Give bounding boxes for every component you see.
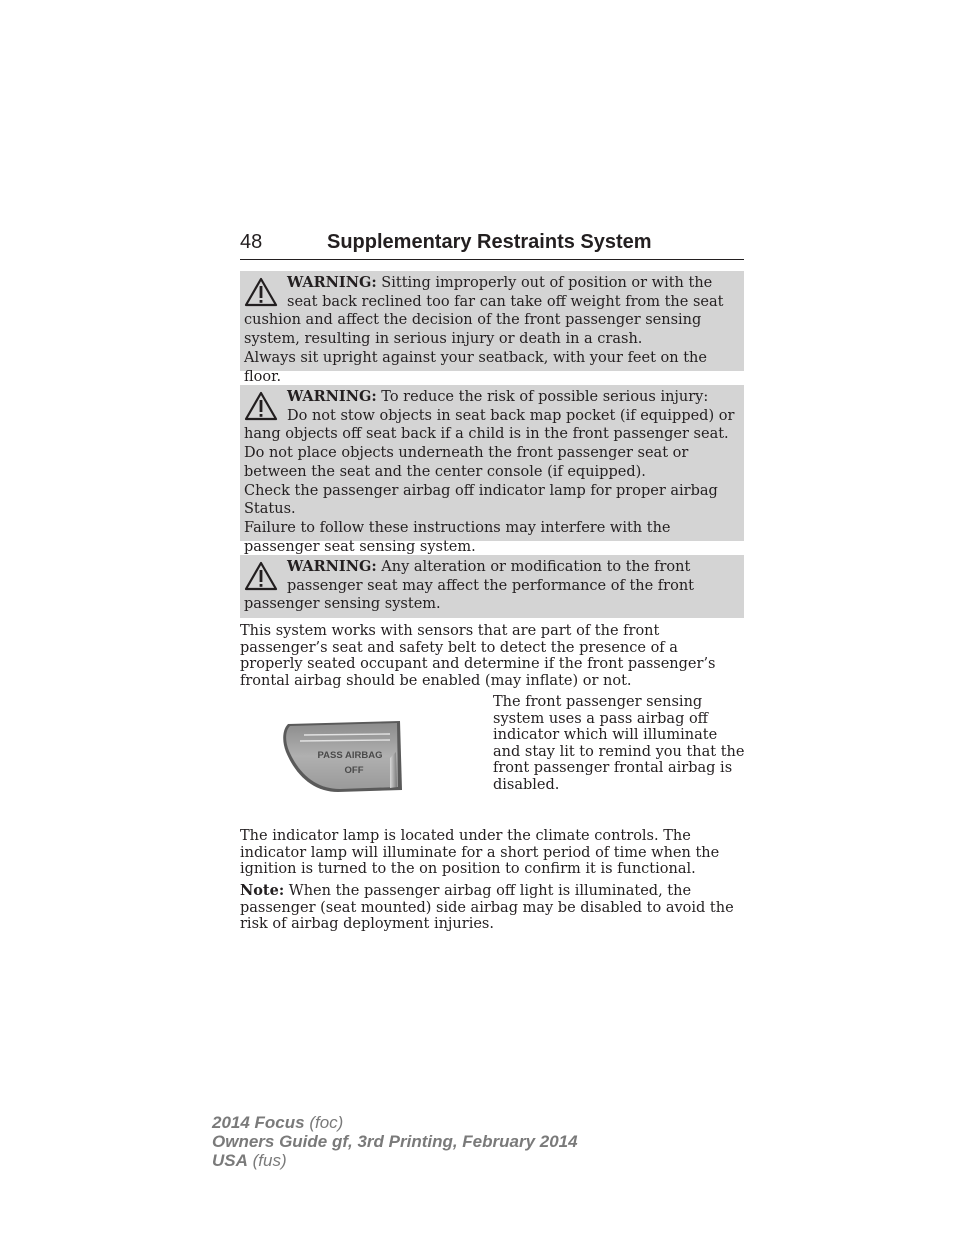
warning-label: WARNING: (287, 274, 377, 291)
warning-box-3 (240, 555, 744, 618)
warning-text (244, 558, 738, 614)
warning-line: Sitting improperly out of position or with the seat back reclined too far can take off weight from the seat cushion and affect the decision of the front passenger sensing system, resulting in serious injury or death in a crash. (244, 275, 724, 348)
note-text: When the passenger airbag off light is illuminated, the passenger (seat mounted) side airbag may be disabled to avoid the risk of airbag deployment injuries. (240, 883, 734, 932)
warning-line: Do not stow objects in seat back map pocket (if equipped) or hang objects off seat back if a child is in the front passenger seat. (244, 407, 735, 443)
footer-guide: Owners Guide gf, 3rd Printing, February 2014 (212, 1132, 578, 1151)
indicator-location-paragraph: The indicator lamp is located under the climate controls. The indicator lamp will illuminate for a short period of time when the ignition is turned to the on position to confirm it is functional. (240, 828, 720, 877)
footer-model-line (212, 1113, 578, 1132)
footer-region-code: (fus) (247, 1151, 287, 1170)
warning-triangle-icon (244, 277, 278, 307)
warning-line: Do not place objects underneath the front passenger seat or between the seat and the center console (if equipped). (244, 445, 689, 480)
warning-text (244, 388, 738, 407)
warning-triangle-icon (244, 391, 278, 421)
page-footer (212, 1113, 578, 1170)
sensing-system-paragraph: The front passenger sensing system uses a pass airbag off indicator which will illuminate and stay lit to remind you that the front passenger frontal airbag is disabled. (493, 694, 745, 793)
warning-line: To reduce the risk of possible serious injury: (381, 389, 709, 405)
warning-box-2 (240, 385, 744, 555)
warning-line: Check the passenger airbag off indicator lamp for proper airbag Status. (244, 482, 718, 518)
footer-model: 2014 Focus (212, 1113, 305, 1132)
pass-airbag-off-indicator-image (278, 718, 406, 794)
warning-triangle-icon (244, 561, 278, 591)
warning-label: WARNING: (287, 388, 377, 405)
indicator-line-2: OFF (344, 765, 364, 776)
warning-line: Always sit upright against your seatback, with your feet on the floor. (244, 349, 707, 385)
warning-box-1 (240, 271, 744, 385)
footer-model-code: (foc) (304, 1113, 344, 1132)
warning-line: Failure to follow these instructions may interfere with the passenger seat sensing system. (244, 519, 671, 555)
warning-label: WARNING: (287, 558, 377, 575)
intro-paragraph: This system works with sensors that are part of the front passenger’s seat and safety belt to detect the presence of a properly seated occupant and determine if the front passenger’s frontal airbag should be enabled (may inflate) or not. (240, 623, 716, 689)
page-header (240, 229, 744, 260)
note-paragraph (240, 883, 745, 933)
warning-line: Any alteration or modification to the front passenger seat may affect the performance of the front passenger sensing system. (244, 559, 694, 613)
note-label: Note: (240, 882, 285, 899)
footer-region: USA (212, 1151, 248, 1170)
section-title: Supplementary Restraints System (327, 231, 652, 253)
indicator-line-1: PASS AIRBAG (317, 750, 383, 761)
warning-text (244, 274, 738, 349)
footer-region-line (212, 1151, 578, 1170)
page-number: 48 (240, 231, 263, 253)
